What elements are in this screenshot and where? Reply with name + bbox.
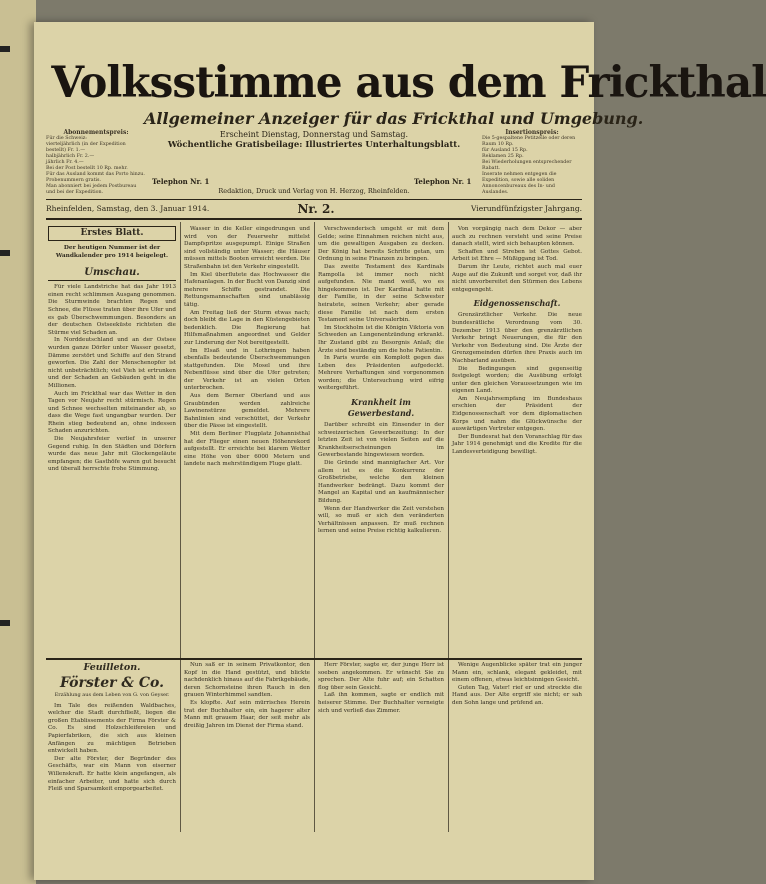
insertion-heading: Insertionspreis: — [505, 129, 559, 136]
insertion-line: Die 5-gespaltene Petitzeile oder deren Raum 10 Rp. — [482, 136, 576, 147]
paragraph: Wenn der Handwerker die Zeit verstehen will, so muß er sich den veränderten Verhältnissen anpassen. Er muß rechnen lernen und seine Preise richtig kalkulieren. — [318, 505, 444, 535]
feuilleton-title: Förster & Co. — [59, 675, 164, 691]
paragraph: Darum ihr Leute, richtet auch mal euer Auge auf die Zukunft und sorget vor, daß ihr nicht unvorbereitet den Stürmen des Lebens entgegengeht. — [452, 263, 582, 293]
paragraph: Das zweite Testament des Kardinals Rampolla ist immer noch nicht aufgefunden. Nie mand weiß, wo es hingekommen ist. Der Kardinal hatte mit der Familie, in der seine Schwester heiratete, seinen Verkehr; aber gerade diese Familie ist nach dem ersten Testament seine Universalerbin. — [318, 263, 444, 324]
paragraph: Von vorgängig nach dem Dekor — aber auch zu rechnen versteht und seine Preise danach stellt, wird sich behaupten können. — [452, 226, 582, 248]
divider — [46, 199, 582, 200]
feuilleton-heading: Feuilleton. — [83, 662, 141, 673]
masthead-title: Volksstimme aus dem Frickthal — [51, 58, 766, 108]
paragraph: Im Tale des reißenden Waldbaches, welcher die Stadt durchfließt, liegen die großen Etablissements der Firma Förster & Co. Es sind Holzschleifereien und Papierfabriken, die sich aus kleinen Anfängen zu mächtigen Betrieben entwickelt haben. — [48, 702, 176, 755]
paragraph: Am Freitag ließ der Sturm etwas nach; doch bleibt die Lage in den Küstengebieten bedenklich. Die Regierung hat Hilfsmaßnahmen angeordnet und Gelder zur Linderung der Not bereitgestellt. — [184, 309, 310, 346]
binding-clip — [0, 620, 10, 626]
column-rule — [314, 222, 315, 832]
feuilleton-column — [48, 662, 176, 872]
binding-margin — [0, 0, 36, 884]
paragraph: Darüber schreibt ein Einsender in der schweizerischen Gewerbezeitung: In der letzten Zeit ist von vielen Seiten auf die Krankheitserscheinungen im Gewerbestande hingewiesen worden. — [318, 422, 444, 459]
subscription-heading: Abonnementspreis: — [63, 129, 129, 136]
subscription-line: vierteljährlich (in der Expedition bestellt) Fr. 1.— — [46, 142, 126, 153]
subscription-line: Probenummern gratis. — [46, 178, 102, 183]
feuilleton-column — [452, 662, 582, 872]
feuilleton-column — [318, 662, 444, 872]
paragraph: Wenige Augenblicke später trat ein junger Mann ein, schlank, elegant gekleidet, mit einem offenen, etwas leichtsinnigen Gesicht. — [452, 662, 582, 684]
publication-schedule: Erscheint Dienstag, Donnerstag und Samstag. — [219, 130, 409, 139]
paragraph: Grenzärztlicher Verkehr. Die neue bundesrätliche Verordnung vom 30. Dezember 1913 über den grenzärztlichen Verkehr bringt Neuerungen, die für den Verkehr von Bedeutung sind. Die Ärzte der Grenzgemeinden dürfen ihre Praxis auch im Nachbarland ausüben. — [452, 312, 582, 364]
column-4 — [452, 226, 582, 654]
paragraph: Im Kiel überflutete das Hochwasser die Hafenanlagen. In der Bucht von Danzig sind mehrere Schiffe gestrandet. Die Rettungsmannschaften sind unablässig tätig. — [184, 271, 310, 308]
paragraph: Die Bedingungen sind gegenseitig festgelegt worden; die Ausübung erfolgt unter den gleichen Voraussetzungen wie im eigenen Land. — [452, 365, 582, 395]
supplement-note: Wöchentliche Gratisbeilage: Illustriertes Unterhaltungsblatt. — [167, 140, 461, 150]
insertion-box — [482, 130, 582, 196]
paragraph: Auch im Frickthal war das Wetter in den Tagen vor Neujahr recht stürmisch. Regen und Schnee wechselten miteinander ab, so dass die Wege fast ungangbar wurden. Der Rhein stieg bedeutend an, ohne indessen Schaden anzurichten. — [48, 390, 176, 435]
section-box-title: Erstes Blatt. — [48, 226, 176, 241]
section-heading: Eidgenossenschaft. — [473, 298, 561, 309]
binding-clip — [0, 46, 10, 52]
subscription-line: Für das Ausland kommt das Porto hinzu. — [46, 172, 145, 177]
feuilleton-divider — [46, 658, 582, 660]
publisher-line: Redaktion, Druck und Verlag von H. Herzog, Rheinfelden. — [218, 187, 410, 195]
phone-left: Telephon Nr. 1 — [152, 177, 210, 186]
paragraph: Wasser in die Keller eingedrungen und wird von der Feuerwehr mittelst Dampfspritze ausgepumpt. Einige Straßen sind vollständig unter Wasser; die Häuser müssen mittels Booten erreicht werden. Die Straßenbahn ist den Verkehr eingestellt. — [184, 226, 310, 270]
phone-right: Telephon Nr. 1 — [414, 177, 472, 186]
insertion-line: für Ausland 15 Rp. — [482, 148, 528, 153]
paragraph: Am Neujahrsempfang im Bundeshaus erschien der Präsident der Eidgenossenschaft vor dem diplomatischen Korps und nahm die Glückwünsche der auswärtigen Vertreter entgegen. — [452, 395, 582, 433]
column-2 — [184, 226, 310, 654]
paragraph: In Norddeutschland und an der Ostsee wurden ganze Dörfer unter Wasser gesetzt, Dämme zerstört und Schiffe auf den Strand geworfen. Die Zahl der Menschenopfer ist nicht unbeträchtlich; viel Vieh ist ertrunken und der Schaden an Gebäuden geht in die Millionen. — [48, 337, 176, 389]
column-rule — [180, 222, 181, 832]
calendar-note: Der heutigen Nummer ist der Wandkalender pro 1914 beigelegt. — [55, 245, 169, 259]
paragraph: Guten Tag, Vater! rief er und streckte die Hand aus. Der Alte ergriff sie nicht; er sah den Sohn lange und prüfend an. — [452, 684, 582, 706]
column-1 — [48, 226, 176, 654]
paragraph: Mit dem Berliner Flugplatz Johannisthal hat der Flieger einen neuen Höhenrekord aufgestellt. Er erreichte bei klarem Wetter eine Höhe von über 6000 Metern und landete nach mehrstündigem Fluge glatt. — [184, 431, 310, 468]
insertion-line: Bei Wiederholungen entsprechender Rabatt. — [482, 160, 572, 171]
paragraph: Der alte Förster, der Begründer des Geschäfts, war ein Mann von eiserner Willenskraft. Er hatte klein angefangen, als einfacher Arbeiter, und hatte sich durch Fleiß und Sparsamkeit emporgearbeitet. — [48, 755, 176, 793]
column-rule — [448, 222, 449, 832]
paragraph: Aus dem Berner Oberland und aus Graubünden werden zahlreiche Lawinenstürze gemeldet. Mehrere Bahnlinien sind verschüttet, der Verkehr über die Pässe ist eingestellt. — [184, 393, 310, 430]
issue-number: Nr. 2. — [297, 202, 335, 216]
paragraph: Im Stockholm ist die Königin Viktoria von Schweden an Lungenentzündung erkrankt. Ihr Zustand gibt zu Besorgnis Anlaß; die Ärzte sind beständig um die hohe Patientin. — [318, 324, 444, 354]
masthead-subtitle: Allgemeiner Anzeiger für das Frickthal und Umgebung. — [144, 109, 644, 128]
subscription-line: Bei der Post bestellt 10 Rp. mehr. — [46, 166, 128, 171]
place-date: Rheinfelden, Samstag, den 3. Januar 1914. — [46, 204, 210, 213]
paragraph: Verschwenderisch umgeht er mit dem Gelde; seine Einnahmen reichen nicht aus, um die gewaltigen Ausgaben zu decken. Der König hat bereits Schritte getan, um Ordnung in seine Finanzen zu bringen. — [318, 226, 444, 263]
subscription-line: jährlich Fr. 4.— — [46, 160, 84, 165]
insertion-line: Inserate nehmen entgegen die Expedition, sowie alle soliden Annoncenbureaux des In- und Auslandes. — [482, 172, 557, 195]
paragraph: Die Gründe sind mannigfacher Art. Vor allem ist es die Konkurrenz der Großbetriebe, welche den kleinen Handwerker bedrängt. Dazu kommt der Mangel an Kapital und an kaufmännischer Bildung. — [318, 460, 444, 504]
paragraph: Herr Förster, sagte er, der junge Herr ist soeben angekommen. Er wünscht Sie zu sprechen. Der Alte fuhr auf; ein Schatten flog über sein Gesicht. — [318, 662, 444, 691]
paragraph: Im Elsaß und in Lothringen haben ebenfalls bedeutende Überschwemmungen stattgefunden. Die Mosel und ihre Nebenflüsse sind über die Ufer getreten; der Verkehr ist an vielen Orten unterbrochen. — [184, 347, 310, 392]
volume-year: Vierundfünfzigster Jahrgang. — [471, 204, 582, 213]
newspaper-page — [34, 22, 766, 880]
subscription-line: Man abonniert bei jedem Postbureau und bei der Expedition. — [46, 184, 137, 195]
paragraph: Schaffen und Streben ist Gottes Gebot. Arbeit ist Ehre — Müßiggang ist Tod. — [452, 248, 582, 263]
subscription-box — [46, 130, 146, 196]
feuilleton-subtitle: Erzählung aus dem Leben von G. von Geyser. — [54, 692, 170, 698]
paragraph: Es klopfte. Auf sein mürrisches Herein trat der Buchhalter ein, ein hagerer alter Mann mit grauem Haar, der seit mehr als dreißig Jahren im Dienst der Firma stand. — [184, 699, 310, 729]
subscription-line: Für die Schweiz: — [46, 136, 87, 141]
column-3 — [318, 226, 444, 654]
subscription-line: halbjährlich Fr. 2.— — [46, 154, 95, 159]
paragraph: Der Bundesrat hat den Voranschlag für das Jahr 1914 genehmigt und die Kredite für die Landesverteidigung bewilligt. — [452, 433, 582, 456]
dateline — [46, 202, 582, 216]
paragraph: Für viele Landstriche hat das Jahr 1913 einen recht schlimmen Ausgang genommen. Die Sturmwinde brachten Regen und Schnee, die Flüsse traten über ihre Ufer und es gab Überschwemmungen. Besonders an der deutschen Ostseeküste richteten die Stürme viel Schaden an. — [48, 284, 176, 336]
paragraph: In Paris wurde ein Komplott gegen das Leben des Präsidenten aufgedeckt. Mehrere Verhaftungen sind vorgenommen worden; die Untersuchung wird eifrig weitergeführt. — [318, 355, 444, 392]
feuilleton-column — [184, 662, 310, 872]
section-heading: Krankheit im Gewerbestand. — [347, 397, 415, 419]
paragraph: Laß ihn kommen, sagte er endlich mit heiserer Stimme. Der Buchhalter verneigte sich und verließ das Zimmer. — [318, 692, 444, 714]
divider — [46, 218, 582, 220]
paragraph: Die Neujahrsfeier verlief in unserer Gegend ruhig. In den Städten und Dörfern wurde das neue Jahr mit Glockengeläute empfangen; die Gasthöfe waren gut besucht und überall herrschte frohe Stimmung. — [48, 436, 176, 473]
binding-clip — [0, 250, 10, 256]
paragraph: Nun saß er in seinem Privatkontor, den Kopf in die Hand gestützt, und blickte nachdenklich hinaus auf die Fabrikgebäude, deren Schornsteine ihren Rauch in den grauen Winterhimmel sandten. — [184, 662, 310, 699]
insertion-line: Reklamen 25 Rp. — [482, 154, 524, 159]
section-heading: Umschau. — [48, 266, 176, 281]
